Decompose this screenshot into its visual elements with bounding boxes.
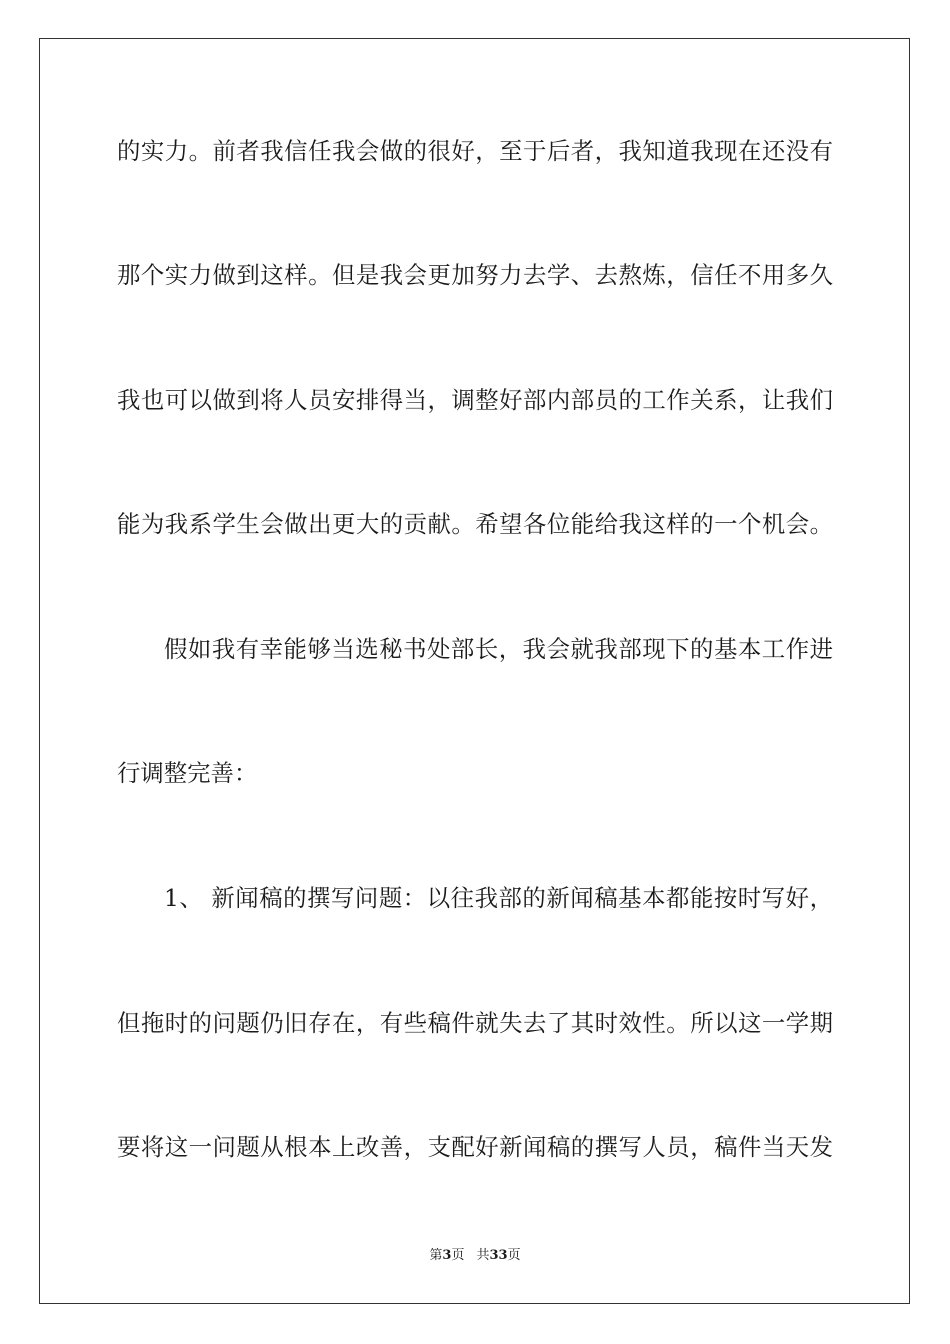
text-line-3: 我也可以做到将人员安排得当，调整好部内部员的工作关系，让我们 <box>117 386 833 414</box>
footer-page-prefix: 第 <box>429 1248 443 1263</box>
text-line-4: 能为我系学生会做出更大的贡献。希望各位能给我这样的一个机会。 <box>117 510 833 538</box>
list-item-1-line: 1、 新闻稿的撰写问题：以往我部的新闻稿基本都能按时写好， <box>164 884 833 912</box>
page-footer <box>0 1247 950 1265</box>
footer-total-pages: 33 <box>489 1248 508 1263</box>
text-line-8: 但拖时的问题仍旧存在，有些稿件就失去了其时效性。所以这一学期 <box>117 1009 833 1037</box>
footer-page-number: 3 <box>442 1248 452 1263</box>
text-line-2: 那个实力做到这样。但是我会更加努力去学、去熬炼，信任不用多久 <box>117 261 833 289</box>
footer-total-suffix: 页 <box>507 1248 521 1263</box>
paragraph-start-line: 假如我有幸能够当选秘书处部长，我会就我部现下的基本工作进 <box>164 635 833 663</box>
footer-total-prefix: 共 <box>476 1248 490 1263</box>
page-border <box>39 38 910 1304</box>
text-line-9: 要将这一问题从根本上改善，支配好新闻稿的撰写人员，稿件当天发 <box>117 1133 833 1161</box>
text-line-1: 的实力。前者我信任我会做的很好，至于后者，我知道我现在还没有 <box>117 137 833 165</box>
text-line-6: 行调整完善： <box>117 759 258 787</box>
footer-page-suffix: 页 <box>451 1248 465 1263</box>
